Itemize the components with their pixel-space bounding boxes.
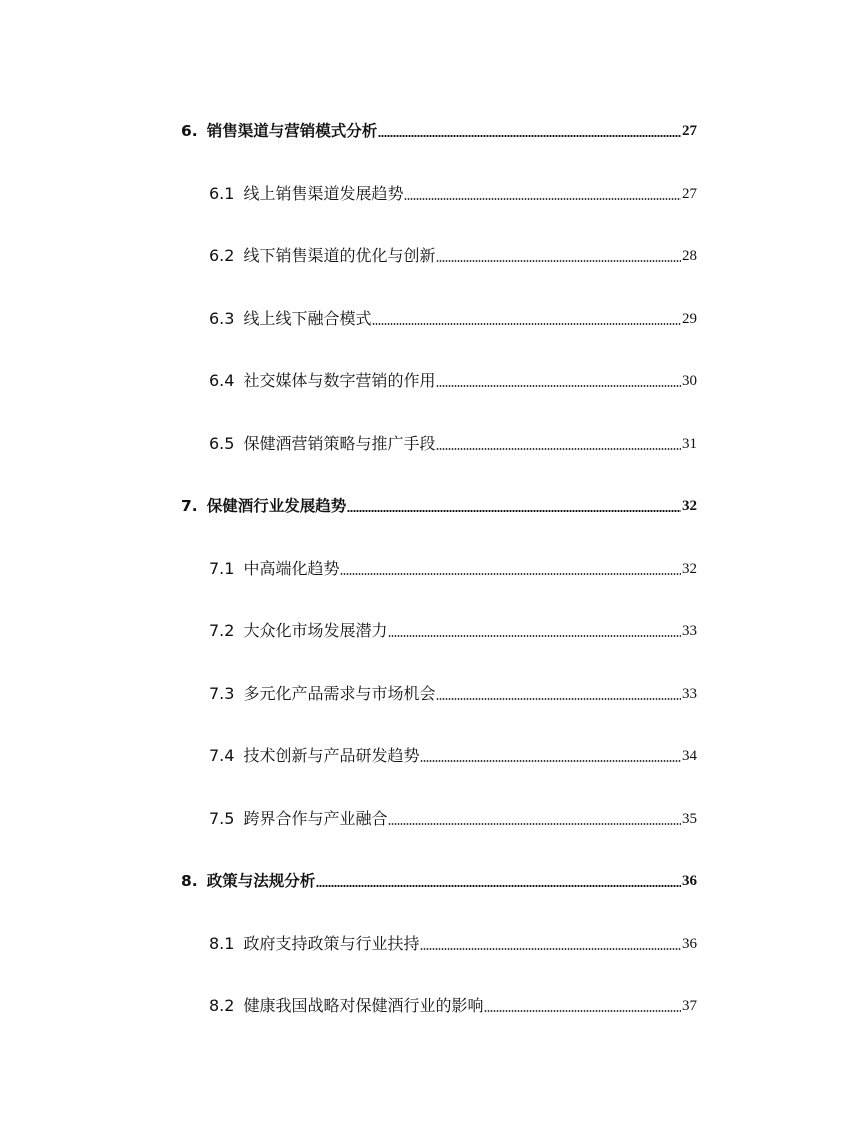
toc-entry-title: 政府支持政策与行业扶持 — [243, 934, 420, 953]
toc-entry-number: 8.1 — [209, 934, 235, 953]
toc-entry-6-2[interactable] — [209, 242, 697, 266]
toc-entry-title: 保健酒行业发展趋势 — [206, 497, 347, 515]
toc-entry-label — [209, 309, 371, 329]
dot-leader — [316, 885, 681, 887]
dot-leader — [484, 1010, 681, 1012]
toc-entry-page: 31 — [682, 436, 697, 452]
toc-entry-number: 7.1 — [209, 559, 235, 578]
toc-entry-page: 33 — [682, 686, 697, 702]
toc-entry-title: 大众化市场发展潜力 — [243, 621, 388, 640]
toc-entry-number: 6.1 — [209, 184, 235, 203]
toc-entry-title: 多元化产品需求与市场机会 — [243, 684, 436, 703]
toc-entry-number: 6. — [181, 122, 198, 140]
toc-entry-title: 中高端化趋势 — [243, 559, 340, 578]
toc-entry-title: 保健酒营销策略与推广手段 — [243, 434, 436, 453]
toc-entry-number: 6.2 — [209, 246, 235, 265]
toc-entry-label — [209, 559, 339, 579]
toc-entry-number: 7.2 — [209, 621, 235, 640]
toc-entry-page: 27 — [682, 123, 697, 139]
toc-entry-page: 28 — [682, 248, 697, 264]
toc-entry-6-4[interactable] — [209, 367, 697, 391]
toc-entry-label — [181, 121, 377, 141]
toc-entry-number: 7.4 — [209, 746, 235, 765]
toc-entry-title: 健康我国战略对保健酒行业的影响 — [243, 996, 484, 1015]
toc-entry-label — [209, 371, 435, 391]
toc-entry-title: 销售渠道与营销模式分析 — [206, 122, 378, 140]
dot-leader — [436, 698, 681, 700]
toc-entry-page: 32 — [682, 498, 697, 514]
dot-leader — [420, 760, 681, 762]
toc-entry-number: 7.5 — [209, 809, 235, 828]
toc-entry-7-1[interactable] — [209, 555, 697, 579]
toc-entry-6-3[interactable] — [209, 305, 697, 329]
dot-leader — [340, 573, 681, 575]
toc-entry-page: 36 — [682, 873, 697, 889]
toc-entry-label — [209, 434, 435, 454]
toc-entry-title: 政策与法规分析 — [206, 872, 316, 890]
dot-leader — [420, 948, 681, 950]
toc-entry-label — [181, 496, 346, 516]
dot-leader — [436, 448, 681, 450]
toc-entry-label — [181, 871, 315, 891]
dot-leader — [436, 260, 681, 262]
toc-entry-title: 跨界合作与产业融合 — [243, 809, 388, 828]
toc-entry-title: 社交媒体与数字营销的作用 — [243, 371, 436, 390]
toc-entry-page: 37 — [682, 998, 697, 1014]
toc-entry-title: 线上线下融合模式 — [243, 309, 372, 328]
dot-leader — [372, 323, 681, 325]
toc-entry-number: 6.4 — [209, 371, 235, 390]
toc-entry-page: 29 — [682, 311, 697, 327]
toc-entry-number: 6.3 — [209, 309, 235, 328]
toc-entry-page: 36 — [682, 936, 697, 952]
toc-entry-7-5[interactable] — [209, 805, 697, 829]
toc-entry-page: 27 — [682, 186, 697, 202]
dot-leader — [388, 635, 681, 637]
toc-entry-6-5[interactable] — [209, 430, 697, 454]
toc-entry-number: 8. — [181, 872, 198, 890]
toc-entry-title: 线下销售渠道的优化与创新 — [243, 246, 436, 265]
toc-entry-page: 35 — [682, 811, 697, 827]
toc-entry-number: 7. — [181, 497, 198, 515]
toc-entry-number: 8.2 — [209, 996, 235, 1015]
toc-entry-8[interactable] — [181, 867, 697, 891]
toc-entry-page: 34 — [682, 748, 697, 764]
toc-entry-8-1[interactable] — [209, 930, 697, 954]
toc-entry-7[interactable] — [181, 492, 697, 516]
toc-entry-label — [209, 934, 419, 954]
toc-entry-number: 6.5 — [209, 434, 235, 453]
toc-entry-page: 30 — [682, 373, 697, 389]
dot-leader — [436, 385, 681, 387]
toc-entry-7-3[interactable] — [209, 680, 697, 704]
toc-entry-label — [209, 684, 435, 704]
toc-entry-6[interactable] — [181, 117, 697, 141]
toc-entry-number: 7.3 — [209, 684, 235, 703]
toc-entry-6-1[interactable] — [209, 180, 697, 204]
toc-entry-8-2[interactable] — [209, 992, 697, 1016]
dot-leader — [378, 135, 681, 137]
toc-entry-7-2[interactable] — [209, 617, 697, 641]
dot-leader — [347, 510, 681, 512]
toc-entry-label — [209, 184, 403, 204]
toc-entry-page: 32 — [682, 561, 697, 577]
toc-entry-label — [209, 246, 435, 266]
toc-entry-label — [209, 996, 483, 1016]
toc-entry-7-4[interactable] — [209, 742, 697, 766]
toc-entry-label — [209, 621, 387, 641]
toc-entry-title: 技术创新与产品研发趋势 — [243, 746, 420, 765]
dot-leader — [404, 198, 681, 200]
dot-leader — [388, 823, 681, 825]
toc-entry-page: 33 — [682, 623, 697, 639]
toc-entry-label — [209, 746, 419, 766]
toc-entry-label — [209, 809, 387, 829]
toc-entry-title: 线上销售渠道发展趋势 — [243, 184, 404, 203]
